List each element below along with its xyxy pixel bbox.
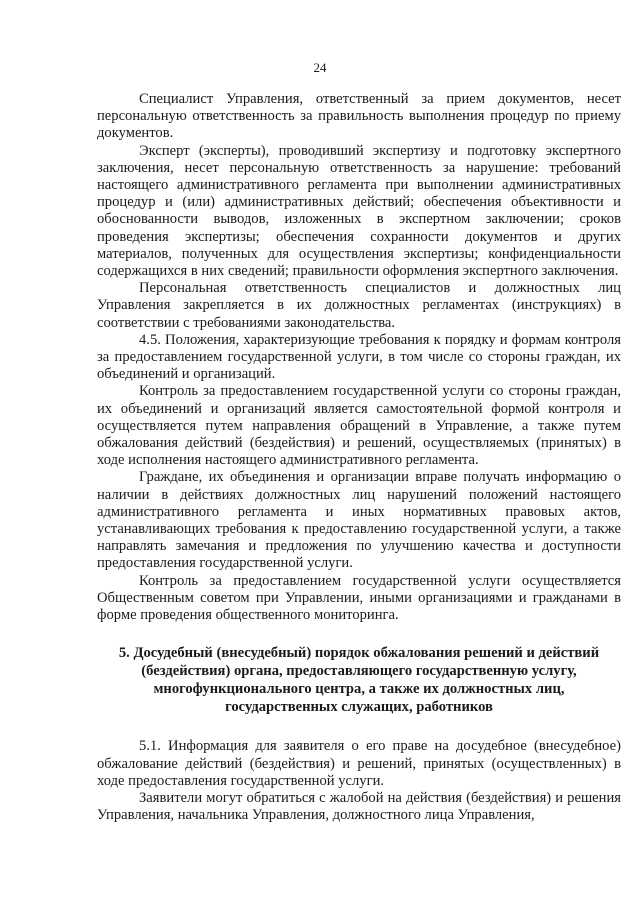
paragraph: 5.1. Информация для заявителя о его праве на досудебное (внесудебное) обжалование действий (бездействия) и решений, принятых (осуществленных) в ходе предоставления государственной услуги. <box>97 738 621 789</box>
paragraph: Контроль за предоставлением государственной услуги осуществляется Общественным советом при Управлении, иными организациями и гражданами в форме проведения общественного мониторинга. <box>97 572 621 624</box>
section-heading: 5. Досудебный (внесудебный) порядок обжалования решений и действий (бездействия) органа, предоставляющего государственную услугу, многофункционального центра, а также их должностных лиц, государственных служащих, работников <box>118 645 600 716</box>
paragraph: 4.5. Положения, характеризующие требования к порядку и формам контроля за предоставлением государственной услуги, в том числе со стороны граждан, их объединений и организаций. <box>97 331 621 383</box>
paragraph: Заявители могут обратиться с жалобой на действия (бездействия) и решения Управления, начальника Управления, должностного лица Управления, <box>97 789 621 824</box>
paragraph: Специалист Управления, ответственный за прием документов, несет персональную ответственность за правильность выполнения процедур по приему документов. <box>97 91 621 142</box>
document-body <box>97 91 621 824</box>
paragraph: Эксперт (эксперты), проводивший экспертизу и подготовку экспертного заключения, несет персональную ответственность за нарушение: требований настоящего административного регламента при выполнении административных процедур и (или) административных действий; обеспечения объективности и обоснованности выводов, изложенных в экспертном заключении; сроков проведения экспертизы; обеспечения сохранности документов и других материалов, полученных для осуществления экспертизы; конфиденциальности содержащихся в них сведений; правильности оформления экспертного заключения. <box>97 142 621 280</box>
paragraph: Контроль за предоставлением государственной услуги со стороны граждан, их объединений и организаций является самостоятельной формой контроля и осуществляется путем направления обращений в Управление, а также путем обжалования действий (бездействия) и решений, осуществляемых (принятых) в ходе исполнения настоящего административного регламента. <box>97 383 621 469</box>
paragraph: Граждане, их объединения и организации вправе получать информацию о наличии в действиях должностных лиц нарушений положений настоящего административного регламента и иных нормативных правовых актов, устанавливающих требования к предоставлению государственной услуги, а также направлять замечания и предложения по улучшению качества и доступности предоставления государственной услуги. <box>97 469 621 572</box>
page-number: 24 <box>313 60 327 75</box>
paragraph: Персональная ответственность специалистов и должностных лиц Управления закрепляется в их должностных регламентах (инструкциях) в соответствии с требованиями законодательства. <box>97 280 621 331</box>
